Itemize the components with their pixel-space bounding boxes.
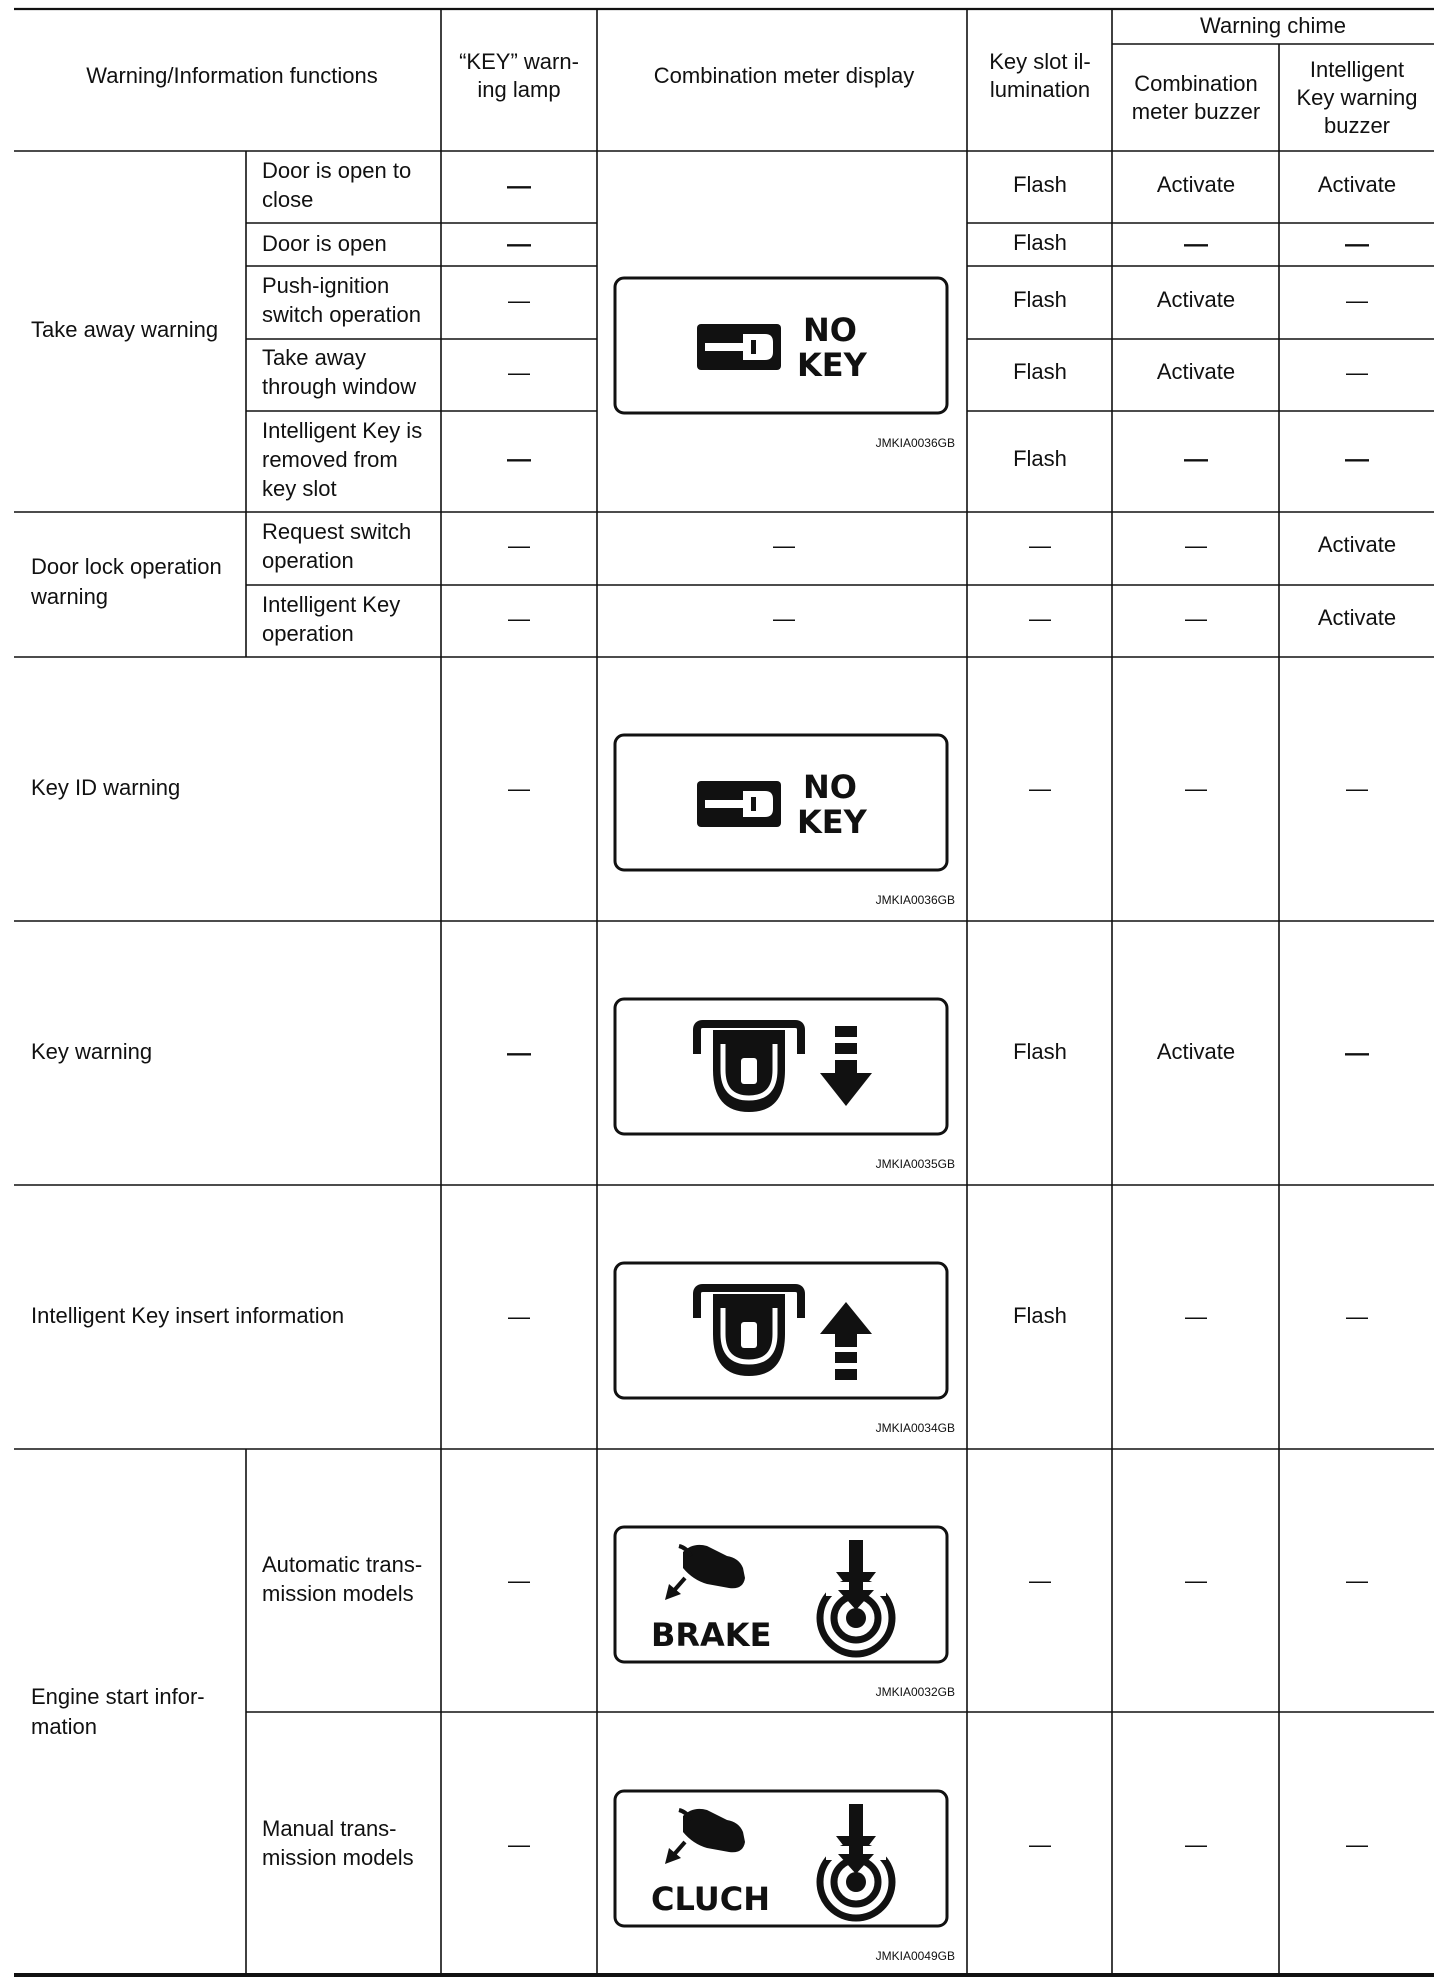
row-10-meter: —: [1185, 1568, 1207, 1593]
row-6-display: —: [773, 606, 795, 631]
row-3-slot: Flash: [1013, 359, 1067, 384]
row-1-meter: —: [1184, 231, 1208, 258]
row-2-slot: Flash: [1013, 287, 1067, 312]
row-8-slot: Flash: [1013, 1039, 1067, 1064]
header-chime: Warning chime: [1200, 13, 1346, 38]
row-0-slot: Flash: [1013, 172, 1067, 197]
header-key-lamp-1: “KEY” warn-: [459, 49, 579, 74]
key-warn-code: JMKIA0035GB: [875, 1157, 955, 1171]
row-11-slot: —: [1029, 1832, 1051, 1857]
row-11-ikey: —: [1346, 1832, 1368, 1857]
key-icon: [697, 324, 781, 370]
header-ikey-buzzer-3: buzzer: [1323, 113, 1391, 138]
brake-display: [615, 1527, 955, 1699]
row-10-ikey: —: [1346, 1568, 1368, 1593]
row-3-lamp: —: [508, 360, 530, 385]
row-3-meter: Activate: [1156, 359, 1236, 384]
row-8-lamp: —: [507, 1040, 531, 1067]
row-10-lamp: —: [508, 1568, 530, 1593]
row-5-slot: —: [1029, 533, 1051, 558]
row-3-sub-1: Take away: [262, 345, 366, 370]
group-ikey-insert: Intelligent Key insert information: [31, 1303, 345, 1328]
row-2-sub-1: Push-ignition: [262, 273, 390, 298]
row-7-lamp: —: [508, 776, 530, 801]
row-4-sub-1: Intelligent Key is: [262, 418, 423, 443]
nokey-2-code: JMKIA0036GB: [875, 893, 955, 907]
group-take-away: Take away warning: [31, 317, 219, 342]
brake-word: BRAKE: [651, 1616, 772, 1654]
row-5-sub-1: Request switch: [262, 519, 412, 544]
row-4-slot: Flash: [1013, 446, 1067, 471]
row-3-ikey: —: [1346, 360, 1368, 385]
key-warning-display: [615, 999, 955, 1171]
row-6-sub-1: Intelligent Key: [262, 592, 401, 617]
row-2-sub-2: switch operation: [262, 302, 421, 327]
key-insert-code: JMKIA0034GB: [875, 1421, 955, 1435]
row-2-lamp: —: [508, 288, 530, 313]
row-9-meter: —: [1185, 1304, 1207, 1329]
nokey-2-line1: NO: [803, 768, 857, 806]
row-5-ikey: Activate: [1317, 532, 1397, 557]
cluch-display: [615, 1791, 955, 1963]
row-10-slot: —: [1029, 1568, 1051, 1593]
row-0-sub-2: close: [262, 187, 314, 212]
sub-labels: [262, 158, 422, 1870]
row-0-meter: Activate: [1156, 172, 1236, 197]
row-2-meter: Activate: [1156, 287, 1236, 312]
row-10-sub-1: Automatic trans-: [262, 1552, 423, 1577]
row-4-sub-3: key slot: [262, 476, 337, 501]
header-ikey-buzzer-1: Intelligent: [1309, 57, 1405, 82]
row-6-slot: —: [1029, 606, 1051, 631]
group-key-warning: Key warning: [31, 1039, 153, 1064]
group-door-lock-1: Door lock operation: [31, 554, 222, 579]
row-4-lamp: —: [507, 446, 531, 473]
row-4-sub-2: removed from: [262, 447, 398, 472]
row-4-meter: —: [1184, 446, 1208, 473]
row-6-sub-2: operation: [262, 621, 354, 646]
nokey-1-line2: KEY: [797, 346, 867, 384]
key-icon: [697, 781, 781, 827]
row-5-lamp: —: [508, 533, 530, 558]
group-engine-start-1: Engine start infor-: [31, 1684, 205, 1709]
row-6-meter: —: [1185, 606, 1207, 631]
row-9-slot: Flash: [1013, 1303, 1067, 1328]
row-1-ikey: —: [1345, 231, 1369, 258]
row-0-ikey: Activate: [1317, 172, 1397, 197]
row-1-sub-1: Door is open: [262, 231, 387, 256]
brake-code: JMKIA0032GB: [875, 1685, 955, 1699]
header-key-slot-2: lumination: [989, 77, 1091, 102]
row-8-ikey: —: [1345, 1040, 1369, 1067]
row-2-ikey: —: [1346, 288, 1368, 313]
row-0-sub-1: Door is open to: [262, 158, 412, 183]
row-6-ikey: Activate: [1317, 605, 1397, 630]
header-ikey-buzzer-2: Key warning: [1296, 85, 1418, 110]
row-9-lamp: —: [508, 1304, 530, 1329]
header-meter-buzzer-2: meter buzzer: [1131, 99, 1261, 124]
nokey-display-1: [615, 278, 955, 450]
header-functions: Warning/Information functions: [86, 63, 378, 88]
row-4-ikey: —: [1345, 446, 1369, 473]
row-1-slot: Flash: [1013, 230, 1067, 255]
cluch-word: CLUCH: [651, 1880, 770, 1918]
row-11-sub-1: Manual trans-: [262, 1816, 397, 1841]
row-0-lamp: —: [507, 173, 531, 200]
header-key-slot-1: Key slot il-: [989, 49, 1091, 74]
cluch-code: JMKIA0049GB: [875, 1949, 955, 1963]
nokey-1-code: JMKIA0036GB: [875, 436, 955, 450]
header-display: Combination meter display: [653, 63, 915, 88]
row-7-ikey: —: [1346, 776, 1368, 801]
nokey-1-line1: NO: [803, 311, 857, 349]
row-10-sub-2: mission models: [262, 1581, 414, 1606]
row-8-meter: Activate: [1156, 1039, 1236, 1064]
group-door-lock-2: warning: [31, 584, 109, 609]
row-1-lamp: —: [507, 231, 531, 258]
row-11-lamp: —: [508, 1832, 530, 1857]
row-5-display: —: [773, 533, 795, 558]
row-9-ikey: —: [1346, 1304, 1368, 1329]
group-engine-start-2: mation: [31, 1714, 98, 1739]
row-5-meter: —: [1185, 533, 1207, 558]
nokey-2-line2: KEY: [797, 803, 867, 841]
row-7-meter: —: [1185, 776, 1207, 801]
header-key-lamp-2: ing lamp: [477, 77, 561, 102]
row-6-lamp: —: [508, 606, 530, 631]
key-insert-display: [615, 1263, 955, 1435]
row-5-sub-2: operation: [262, 548, 354, 573]
row-11-sub-2: mission models: [262, 1845, 414, 1870]
group-key-id: Key ID warning: [31, 775, 181, 800]
header-meter-buzzer-1: Combination: [1134, 71, 1258, 96]
nokey-display-2: [615, 735, 955, 907]
row-7-slot: —: [1029, 776, 1051, 801]
row-3-sub-2: through window: [262, 374, 417, 399]
row-11-meter: —: [1185, 1832, 1207, 1857]
